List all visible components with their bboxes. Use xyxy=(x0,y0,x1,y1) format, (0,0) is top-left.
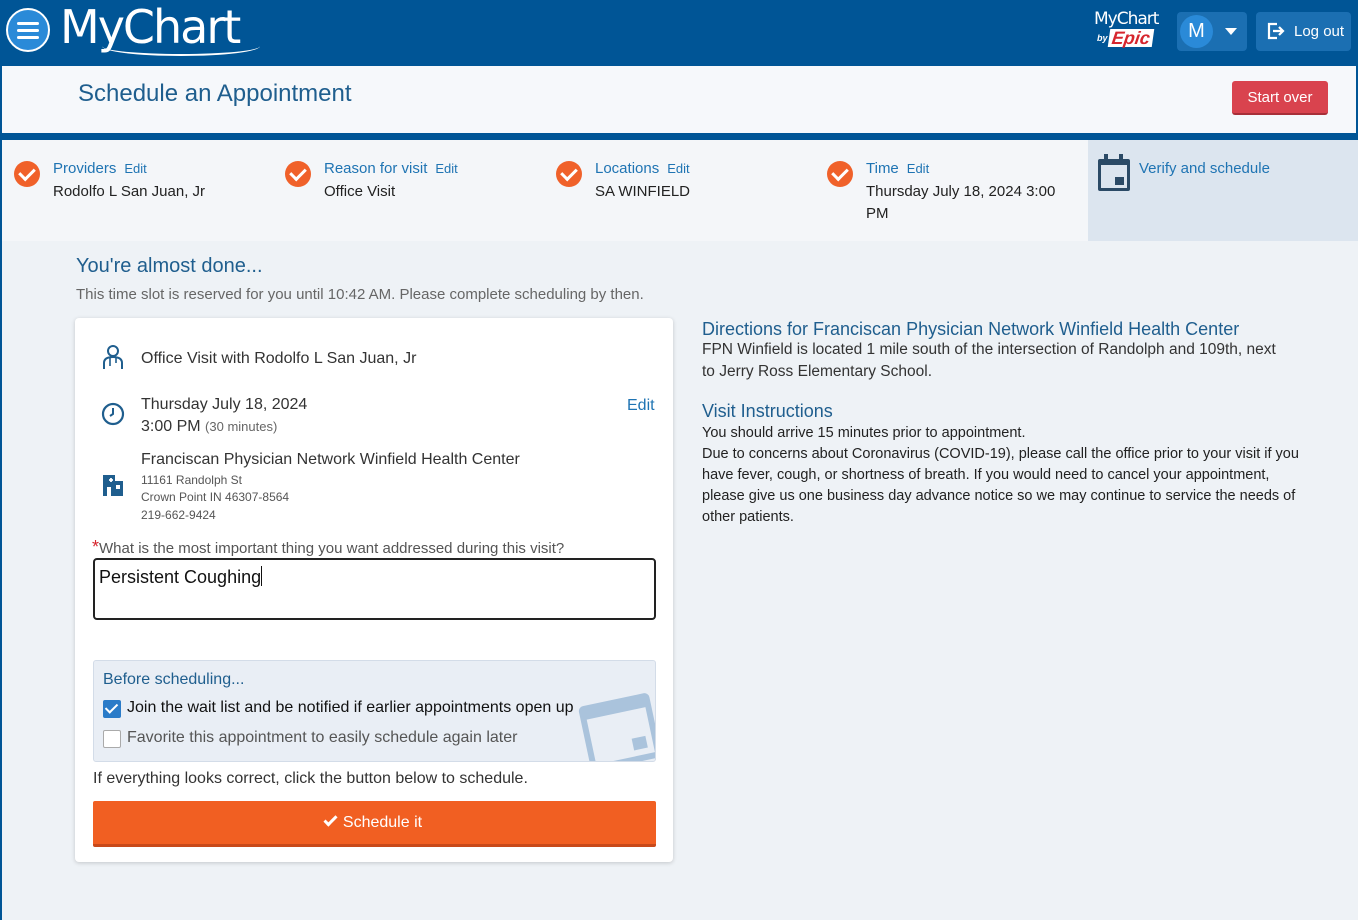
step-time-value xyxy=(866,181,1055,225)
checkmark-icon xyxy=(285,161,311,187)
edit-time-link[interactable]: Edit xyxy=(627,397,655,414)
step-time-value-line2: PM xyxy=(866,205,889,222)
step-providers-title-row xyxy=(53,160,147,177)
text-cursor xyxy=(261,566,262,586)
step-reason-edit-link[interactable]: Edit xyxy=(435,161,458,176)
epic-badge-epic: Epic xyxy=(1108,29,1155,47)
visit-instructions-line-2: Due to concerns about Coronavirus (COVID-19), please call the office prior to your visit if you have fever, cough, or shortness of breath. If you would need to cancel your appointment, please give us one business day advance notice so we may continue to service the needs of other patients. xyxy=(702,446,1299,525)
start-over-button[interactable]: Start over xyxy=(1232,81,1328,115)
logout-button[interactable] xyxy=(1256,12,1351,51)
confirm-instructions: If everything looks correct, click the button below to schedule. xyxy=(93,770,528,787)
checkmark-icon xyxy=(556,161,582,187)
page-title-band xyxy=(0,66,1358,133)
step-reason-title-row xyxy=(324,160,458,177)
step-reason-title: Reason for visit xyxy=(324,160,428,177)
visit-instructions-title: Visit Instructions xyxy=(702,401,833,421)
reserved-notice: This time slot is reserved for you until 10:42 AM. Please complete scheduling by then. xyxy=(76,286,644,303)
hospital-building-icon xyxy=(101,471,125,497)
address-line-1: 11161 Randolph St xyxy=(141,473,242,487)
chevron-down-icon xyxy=(1225,28,1237,35)
appointment-date: Thursday July 18, 2024 xyxy=(141,396,308,413)
step-time-value-line1: Thursday July 18, 2024 3:00 xyxy=(866,183,1056,200)
step-reason xyxy=(272,140,532,241)
top-navigation-bar xyxy=(0,0,1358,66)
step-time xyxy=(814,140,1086,241)
menu-icon-bar xyxy=(17,36,39,39)
calendar-icon xyxy=(1098,159,1130,191)
visit-reason-textarea[interactable] xyxy=(93,558,656,620)
mychart-by-epic-logo xyxy=(1094,9,1170,53)
location-phone: 219-662-9424 xyxy=(141,508,216,522)
location-name: Franciscan Physician Network Winfield Health Center xyxy=(141,451,520,468)
required-asterisk: * xyxy=(92,537,100,557)
schedule-it-button[interactable] xyxy=(93,801,656,847)
step-time-title: Time xyxy=(866,160,899,177)
almost-done-heading: You're almost done... xyxy=(76,255,263,277)
checkmark-icon xyxy=(14,161,40,187)
step-verify-title: Verify and schedule xyxy=(1139,160,1270,177)
visit-instructions-text xyxy=(702,423,1302,528)
step-time-edit-link[interactable]: Edit xyxy=(906,161,930,176)
directions-title: Directions for Franciscan Physician Network Winfield Health Center xyxy=(702,319,1240,339)
step-locations-title: Locations xyxy=(595,160,660,177)
schedule-it-label: Schedule it xyxy=(342,814,423,831)
step-time-title-row xyxy=(866,160,929,177)
directions-text: FPN Winfield is located 1 mile south of the intersection of Randolph and 109th, next to Jerry Ross Elementary School. xyxy=(702,341,1276,380)
mychart-logo[interactable]: MyChart xyxy=(60,0,240,54)
hamburger-menu-button[interactable] xyxy=(6,8,50,52)
page-title: Schedule an Appointment xyxy=(78,80,352,107)
step-providers xyxy=(2,140,262,241)
step-locations xyxy=(543,140,803,241)
waitlist-checkbox[interactable] xyxy=(103,700,121,718)
calendar-decoration-icon xyxy=(578,692,656,762)
avatar: M xyxy=(1180,15,1213,48)
step-locations-edit-link[interactable]: Edit xyxy=(667,161,690,176)
visit-question-label: What is the most important thing you want addressed during this visit? xyxy=(99,540,565,557)
appointment-time: 3:00 PM xyxy=(141,418,201,435)
step-providers-title: Providers xyxy=(53,160,117,177)
clock-icon xyxy=(101,402,125,426)
epic-badge-by: by xyxy=(1097,33,1108,43)
step-verify-and-schedule xyxy=(1088,140,1358,241)
user-menu-button[interactable] xyxy=(1177,12,1247,51)
favorite-label[interactable]: Favorite this appointment to easily schedule again later xyxy=(127,729,518,746)
step-reason-value: Office Visit xyxy=(324,183,396,200)
checkmark-icon xyxy=(323,812,337,826)
divider xyxy=(0,133,1358,140)
visit-description: Office Visit with Rodolfo L San Juan, Jr xyxy=(141,350,417,367)
visit-reason-value: Persistent Coughing xyxy=(99,567,262,587)
logo-swoosh xyxy=(102,46,260,56)
provider-icon xyxy=(102,344,124,370)
step-providers-value: Rodolfo L San Juan, Jr xyxy=(53,183,206,200)
step-locations-value: SA WINFIELD xyxy=(595,183,691,200)
appointment-time-row xyxy=(141,418,277,436)
appointment-summary-card xyxy=(75,318,673,862)
menu-icon-bar xyxy=(17,29,39,32)
address-line-2: Crown Point IN 46307-8564 xyxy=(141,490,290,504)
logout-icon xyxy=(1267,22,1285,40)
step-providers-edit-link[interactable]: Edit xyxy=(124,161,147,176)
before-scheduling-panel xyxy=(93,660,656,762)
favorite-checkbox[interactable] xyxy=(103,730,121,748)
progress-steps xyxy=(0,140,1358,241)
menu-icon xyxy=(17,22,39,25)
epic-badge-mychart: MyChart xyxy=(1094,9,1159,29)
step-locations-title-row xyxy=(595,160,690,177)
waitlist-label[interactable]: Join the wait list and be notified if earlier appointments open up xyxy=(127,699,574,716)
appointment-duration: (30 minutes) xyxy=(205,419,278,434)
checkmark-icon xyxy=(827,161,853,187)
visit-instructions-line-1: You should arrive 15 minutes prior to appointment. xyxy=(702,425,1026,441)
before-scheduling-title: Before scheduling... xyxy=(103,671,245,688)
visit-question-row xyxy=(92,537,564,558)
logout-label: Log out xyxy=(1294,23,1345,40)
